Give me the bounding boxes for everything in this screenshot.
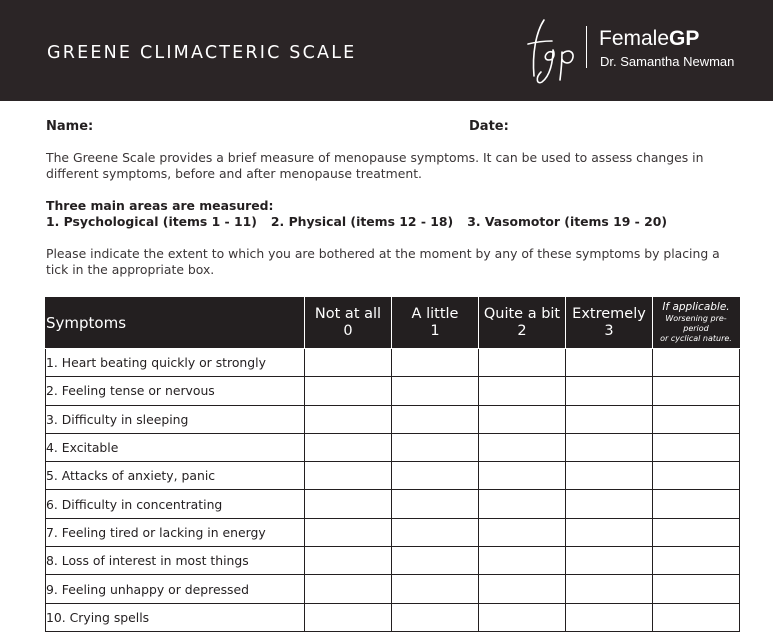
- score-column-header: Not at all 0: [305, 298, 392, 349]
- logo-divider: [586, 26, 587, 68]
- brand-name: [599, 27, 699, 51]
- area-item: 1. Psychological (items 1 - 11): [46, 214, 257, 229]
- symptom-label: 10. Crying spells: [46, 603, 305, 631]
- table-row: [46, 575, 740, 603]
- tick-box[interactable]: [479, 490, 566, 518]
- tick-box[interactable]: [566, 603, 653, 631]
- brand-name-bold: GP: [669, 27, 700, 50]
- tick-box[interactable]: [566, 547, 653, 575]
- tick-box[interactable]: [305, 547, 392, 575]
- tick-box[interactable]: [305, 349, 392, 377]
- applicable-tick-box[interactable]: [653, 603, 740, 631]
- applicable-tick-box[interactable]: [653, 575, 740, 603]
- symptom-label: 5. Attacks of anxiety, panic: [46, 462, 305, 490]
- tick-box[interactable]: [566, 349, 653, 377]
- tick-box[interactable]: [566, 575, 653, 603]
- date-label: Date:: [469, 119, 509, 134]
- applicable-tick-box[interactable]: [653, 405, 740, 433]
- tick-box[interactable]: [392, 518, 479, 546]
- document-title: GREENE CLIMACTERIC SCALE: [47, 43, 357, 63]
- table-row: [46, 547, 740, 575]
- tick-box[interactable]: [392, 377, 479, 405]
- table-row: [46, 518, 740, 546]
- applicable-column-header: If applicable. Worsening pre-period or cyclical nature.: [653, 298, 740, 349]
- page-header: [0, 0, 773, 101]
- tick-box[interactable]: [566, 518, 653, 546]
- areas-list: [46, 214, 667, 230]
- symptom-label: 3. Difficulty in sleeping: [46, 405, 305, 433]
- table-row: [46, 349, 740, 377]
- tick-box[interactable]: [305, 462, 392, 490]
- score-column-header: A little 1: [392, 298, 479, 349]
- tick-box[interactable]: [479, 462, 566, 490]
- symptoms-column-header: Symptoms: [46, 298, 305, 349]
- table-row: [46, 377, 740, 405]
- table-row: [46, 490, 740, 518]
- tick-box[interactable]: [392, 433, 479, 461]
- tick-box[interactable]: [479, 349, 566, 377]
- table-row: [46, 462, 740, 490]
- tick-box[interactable]: [305, 575, 392, 603]
- tick-box[interactable]: [392, 462, 479, 490]
- score-column-header: Extremely 3: [566, 298, 653, 349]
- tick-box[interactable]: [305, 433, 392, 461]
- table-row: [46, 405, 740, 433]
- symptom-label: 7. Feeling tired or lacking in energy: [46, 518, 305, 546]
- tick-box[interactable]: [392, 547, 479, 575]
- brand-subtitle: Dr. Samantha Newman: [600, 54, 735, 69]
- intro-paragraph: The Greene Scale provides a brief measure of menopause symptoms. It can be used to assess changes in different symptoms, before and after menopause treatment.: [46, 150, 704, 181]
- table-row: [46, 433, 740, 461]
- tick-box[interactable]: [479, 518, 566, 546]
- symptom-label: 4. Excitable: [46, 433, 305, 461]
- applicable-tick-box[interactable]: [653, 349, 740, 377]
- symptom-label: 8. Loss of interest in most things: [46, 547, 305, 575]
- applicable-tick-box[interactable]: [653, 377, 740, 405]
- area-item: 2. Physical (items 12 - 18): [270, 214, 454, 229]
- table-row: [46, 603, 740, 631]
- tick-box[interactable]: [566, 405, 653, 433]
- symptom-label: 1. Heart beating quickly or strongly: [46, 349, 305, 377]
- tick-box[interactable]: [392, 603, 479, 631]
- tick-box[interactable]: [305, 490, 392, 518]
- symptom-label: 6. Difficulty in concentrating: [46, 490, 305, 518]
- applicable-tick-box[interactable]: [653, 433, 740, 461]
- fgp-signature-logo-icon: [522, 14, 584, 88]
- name-label: Name:: [46, 119, 94, 134]
- symptom-label: 2. Feeling tense or nervous: [46, 377, 305, 405]
- areas-heading: Three main areas are measured:: [46, 198, 274, 213]
- applicable-tick-box[interactable]: [653, 547, 740, 575]
- tick-box[interactable]: [305, 603, 392, 631]
- tick-box[interactable]: [566, 462, 653, 490]
- table-header-row: [46, 298, 740, 349]
- applicable-tick-box[interactable]: [653, 462, 740, 490]
- tick-box[interactable]: [479, 575, 566, 603]
- instructions-paragraph: Please indicate the extent to which you are bothered at the moment by any of these symptoms by placing a tick in the appropriate box.: [46, 246, 720, 277]
- tick-box[interactable]: [479, 547, 566, 575]
- tick-box[interactable]: [392, 349, 479, 377]
- tick-box[interactable]: [305, 405, 392, 433]
- tick-box[interactable]: [566, 377, 653, 405]
- brand-name-light: Female: [599, 27, 670, 50]
- tick-box[interactable]: [566, 490, 653, 518]
- tick-box[interactable]: [479, 603, 566, 631]
- applicable-tick-box[interactable]: [653, 490, 740, 518]
- symptom-label: 9. Feeling unhappy or depressed: [46, 575, 305, 603]
- tick-box[interactable]: [479, 433, 566, 461]
- tick-box[interactable]: [305, 518, 392, 546]
- tick-box[interactable]: [392, 490, 479, 518]
- applicable-tick-box[interactable]: [653, 518, 740, 546]
- areas-block: [46, 198, 667, 230]
- tick-box[interactable]: [392, 405, 479, 433]
- area-item: 3. Vasomotor (items 19 - 20): [467, 214, 668, 229]
- symptoms-table: [45, 297, 740, 632]
- tick-box[interactable]: [392, 575, 479, 603]
- tick-box[interactable]: [479, 377, 566, 405]
- tick-box[interactable]: [479, 405, 566, 433]
- tick-box[interactable]: [305, 377, 392, 405]
- tick-box[interactable]: [566, 433, 653, 461]
- score-column-header: Quite a bit 2: [479, 298, 566, 349]
